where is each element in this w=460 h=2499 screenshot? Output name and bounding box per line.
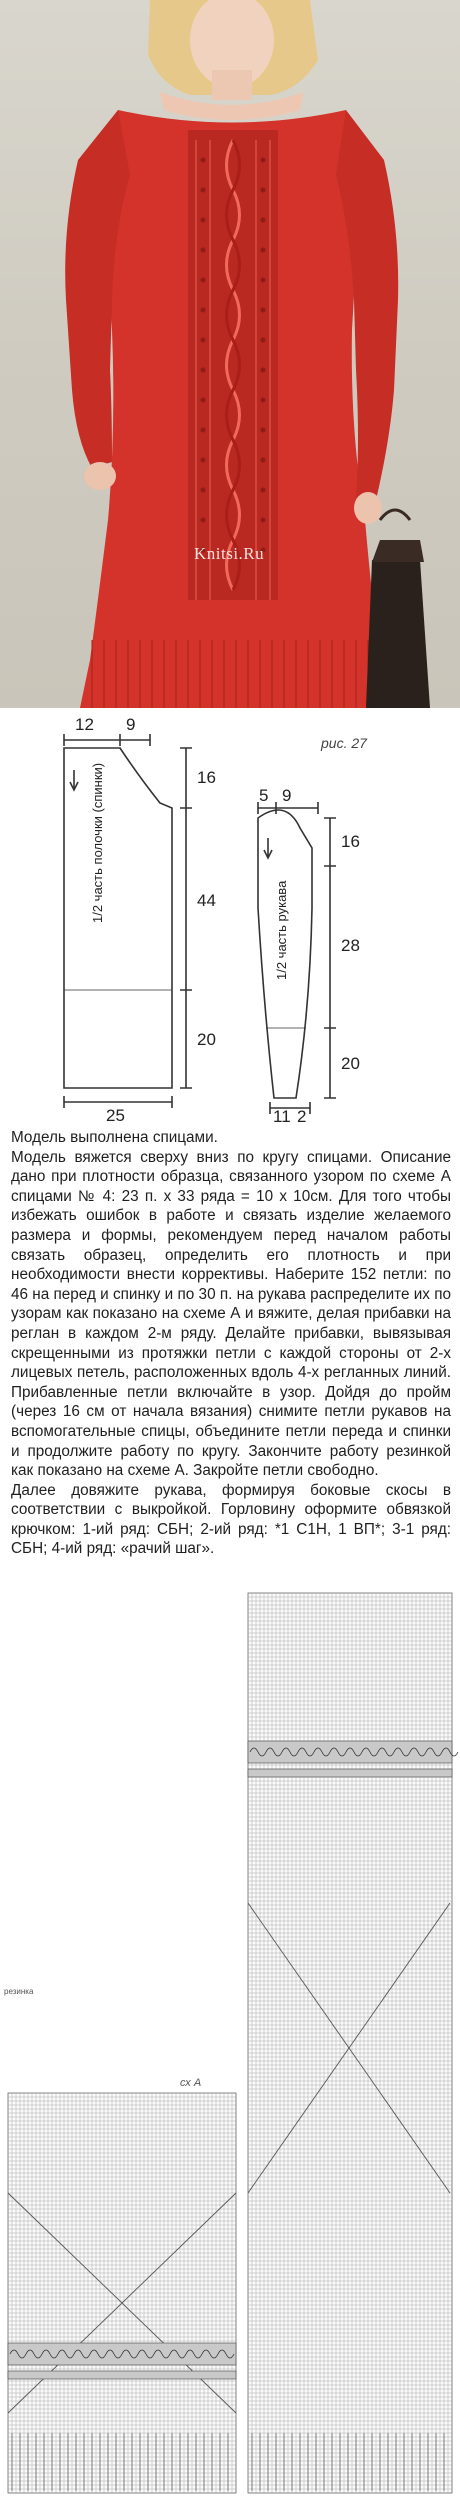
front-height-1: 16 (197, 768, 216, 787)
sleeve-top-width-1: 5 (259, 786, 269, 805)
sleeve-height-3: 20 (341, 1054, 360, 1073)
model-photo (0, 0, 460, 708)
sleeve-top-width-2: 9 (282, 786, 292, 805)
sleeve-piece-label: 1/2 часть рукава (274, 880, 289, 980)
sleeve-height-2: 28 (341, 936, 360, 955)
description-paragraph: Далее довяжите рукава, формируя боковые скосы в соответствии с выкройкой. Горловину оформите обвязкой крючком: 1-ий ряд: СБН; 2-ий ряд: *1 С1Н, 1 ВП*; 3-1 ряд: СБН; 4-ий ряд: «рачий шаг». (11, 1481, 451, 1558)
description-paragraph: Модель вяжется сверху вниз по кругу спицами. Описание дано при плотности образца, связанного узором по схеме А спицами № 4: 23 п. х 33 ряда = 10 х 10см. Для того чтобы избежать ошибок в работе и связать изделие желаемого размера и формы, рекомендуем перед началом работы связать образец, определить его плотность и при необходимости внести коррективы. Наберите 152 петли: по 46 на перед и спинку и по 30 п. на рукава распределите их по узорам как показано на схеме А и вяжите, делая прибавки на реглан в каждом 2-м ряду. Делайте прибавки, вывязывая скрещенными из протяжки петли с каждой стороны от 2-х лицевых петель, расположенных вдоль 4-х регланных линий. Прибавленные петли включайте в узор. Дойдя до пройм (через 16 см от начала вязания) снимите петли рукавов на вспомогательные спицы, объедините петли переда и спинки и продолжите работу по кругу. Закончите работу резинкой как показано на схеме А. Закройте петли свободно. (11, 1148, 451, 1480)
sleeve-height-1: 16 (341, 832, 360, 851)
front-outline (64, 748, 172, 1088)
watermark-text: Knitsi.Ru (194, 544, 265, 563)
front-piece-label: 1/2 часть полочки (спинки) (90, 762, 105, 923)
chart-grid-left (8, 2093, 236, 2493)
front-top-width-2: 9 (126, 715, 136, 734)
chart-grid (0, 1573, 460, 2499)
description (11, 1128, 451, 1559)
chart-grid-right (248, 1593, 452, 2493)
cable-band (248, 1741, 452, 1763)
figure-label: рис. 27 (321, 735, 367, 751)
front-bottom-width: 25 (106, 1106, 125, 1125)
pattern-schematic (0, 708, 460, 1126)
sleeve-bottom-width: 11 (273, 1107, 291, 1126)
front-top-width-1: 12 (75, 715, 94, 734)
knitting-chart (0, 1573, 460, 2499)
front-height-3: 20 (197, 1030, 216, 1049)
cable-band (248, 1769, 452, 1777)
cable-band (8, 2371, 236, 2379)
description-paragraph: Модель выполнена спицами. (11, 1129, 218, 1146)
sleeve-bottom-width-extra: 2 (297, 1107, 307, 1126)
front-height-2: 44 (197, 891, 216, 910)
chart-side-label: резинка (4, 1987, 34, 1996)
schematic-lines (0, 708, 460, 1126)
dress-illustration (0, 0, 460, 708)
chart-title: сх А (180, 2077, 202, 2089)
